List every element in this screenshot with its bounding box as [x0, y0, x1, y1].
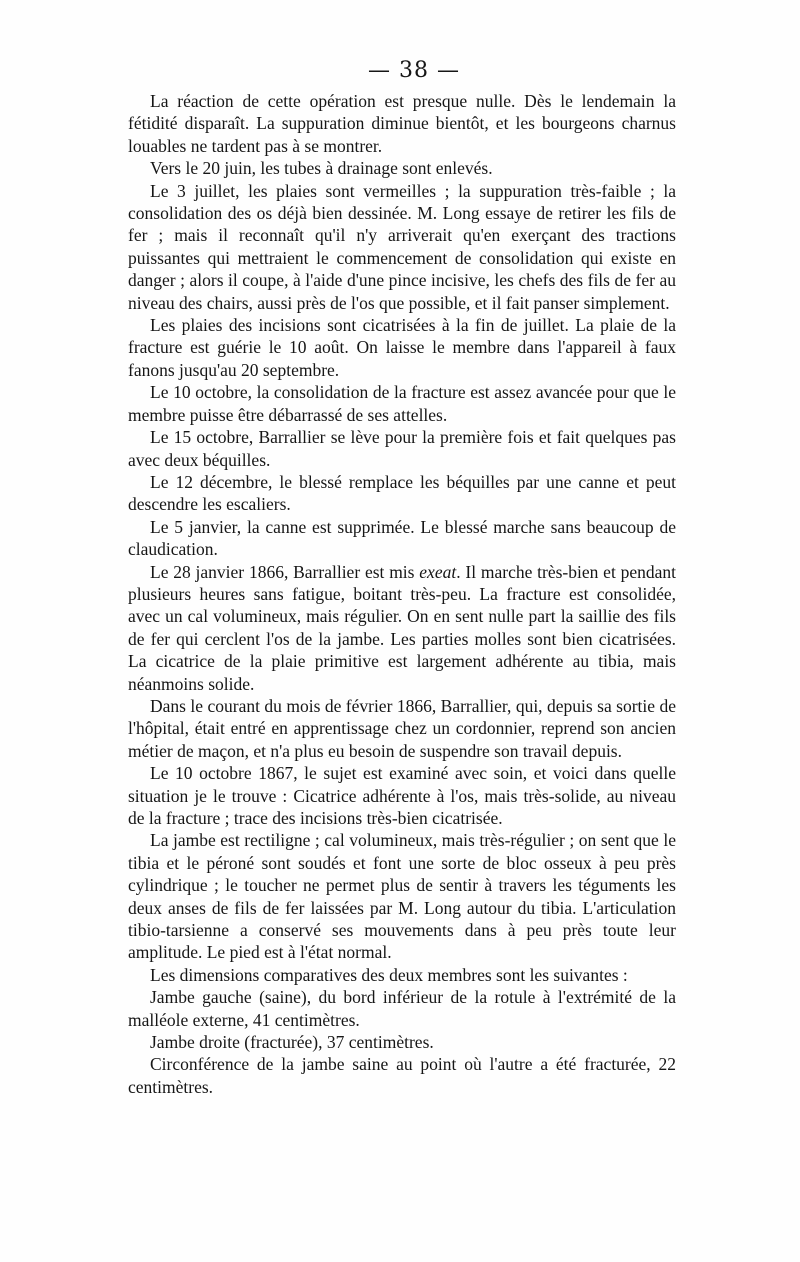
paragraph: Vers le 20 juin, les tubes à drainage sont enlevés.: [150, 158, 493, 179]
paragraph-text: Le 28 janvier 1866, Barrallier est mis: [150, 561, 420, 582]
paragraph: La réaction de cette opération est presque nulle. Dès le lendemain la fétidité disparaît. La suppuration diminue bientôt, et les bourgeons charnus louables ne tardent pas à se montrer.: [128, 91, 676, 156]
paragraph: Le 5 janvier, la canne est supprimée. Le blessé marche sans beaucoup de claudication.: [128, 516, 676, 560]
paragraph: Le 15 octobre, Barrallier se lève pour la première fois et fait quelques pas avec deux béquilles.: [128, 427, 676, 470]
body-text: [128, 90, 676, 1098]
paragraph-text: . Il marche très-bien et pendant plusieurs heures sans fatigue, boitant très-peu. La fracture est consolidée, avec un cal volumineux, mais régulier. On en sent nulle part la saillie des fils de fer qui cerclent l'os de la jambe. Les parties molles sont bien cicatrisées. La cicatrice de la plaie primitive est largement adhérente au tibia, mais néanmoins solide.: [128, 561, 677, 694]
paragraph: Les dimensions comparatives des deux membres sont les suivantes :: [150, 964, 628, 985]
paragraph: [128, 561, 676, 695]
paragraph: Les plaies des incisions sont cicatrisées à la fin de juillet. La plaie de la fracture est guérie le 10 août. On laisse le membre dans l'appareil à faux fanons jusqu'au 20 septembre.: [128, 315, 676, 380]
paragraph: Circonférence de la jambe saine au point où l'autre a été fracturée, 22 centimètres.: [128, 1054, 676, 1097]
page-number: — 38 —: [368, 58, 460, 83]
paragraph: Le 12 décembre, le blessé remplace les béquilles par une canne et peut descendre les escaliers.: [128, 471, 676, 515]
paragraph: Le 10 octobre, la consolidation de la fracture est assez avancée pour que le membre puisse être débarrassé de ses attelles.: [128, 382, 676, 425]
latin-term: exeat: [419, 561, 457, 582]
paragraph: Le 3 juillet, les plaies sont vermeilles ; la suppuration très-faible ; la consolidation des os déjà bien dessinée. M. Long essaye de retirer les fils de fer ; mais il reconnaît qu'il n'y arriverait qu'en exerçant des tractions puissantes qui mettraient le commencement de consolidation qui existe en danger ; alors il coupe, à l'aide d'une pince incisive, les chefs des fils de fer au niveau des chairs, aussi près de l'os que possible, et il fait panser simplement.: [128, 180, 676, 313]
paragraph: Le 10 octobre 1867, le sujet est examiné avec soin, et voici dans quelle situation je le trouve : Cicatrice adhérente à l'os, mais très-solide, au niveau de la fracture ; trace des incisions très-bien cicatrisée.: [128, 763, 676, 828]
paragraph: Jambe droite (fracturée), 37 centimètres.: [150, 1032, 434, 1053]
paragraph: La jambe est rectiligne ; cal volumineux, mais très-régulier ; on sent que le tibia et le péroné sont soudés et font une sorte de bloc osseux à peu près cylindrique ; le toucher ne permet plus de sentir à travers les téguments les deux anses de fils de fer laissées par M. Long autour du tibia. L'articulation tibio-tarsienne a conservé ses mouvements dans à peu près toute leur amplitude. Le pied est à l'état normal.: [128, 830, 676, 963]
paragraph: Jambe gauche (saine), du bord inférieur de la rotule à l'extrémité de la malléole externe, 41 centimètres.: [128, 987, 676, 1030]
paragraph: Dans le courant du mois de février 1866, Barrallier, qui, depuis sa sortie de l'hôpital, était entré en apprentissage chez un cordonnier, reprend son ancien métier de maçon, et n'a plus eu besoin de suspendre son travail depuis.: [128, 695, 676, 761]
